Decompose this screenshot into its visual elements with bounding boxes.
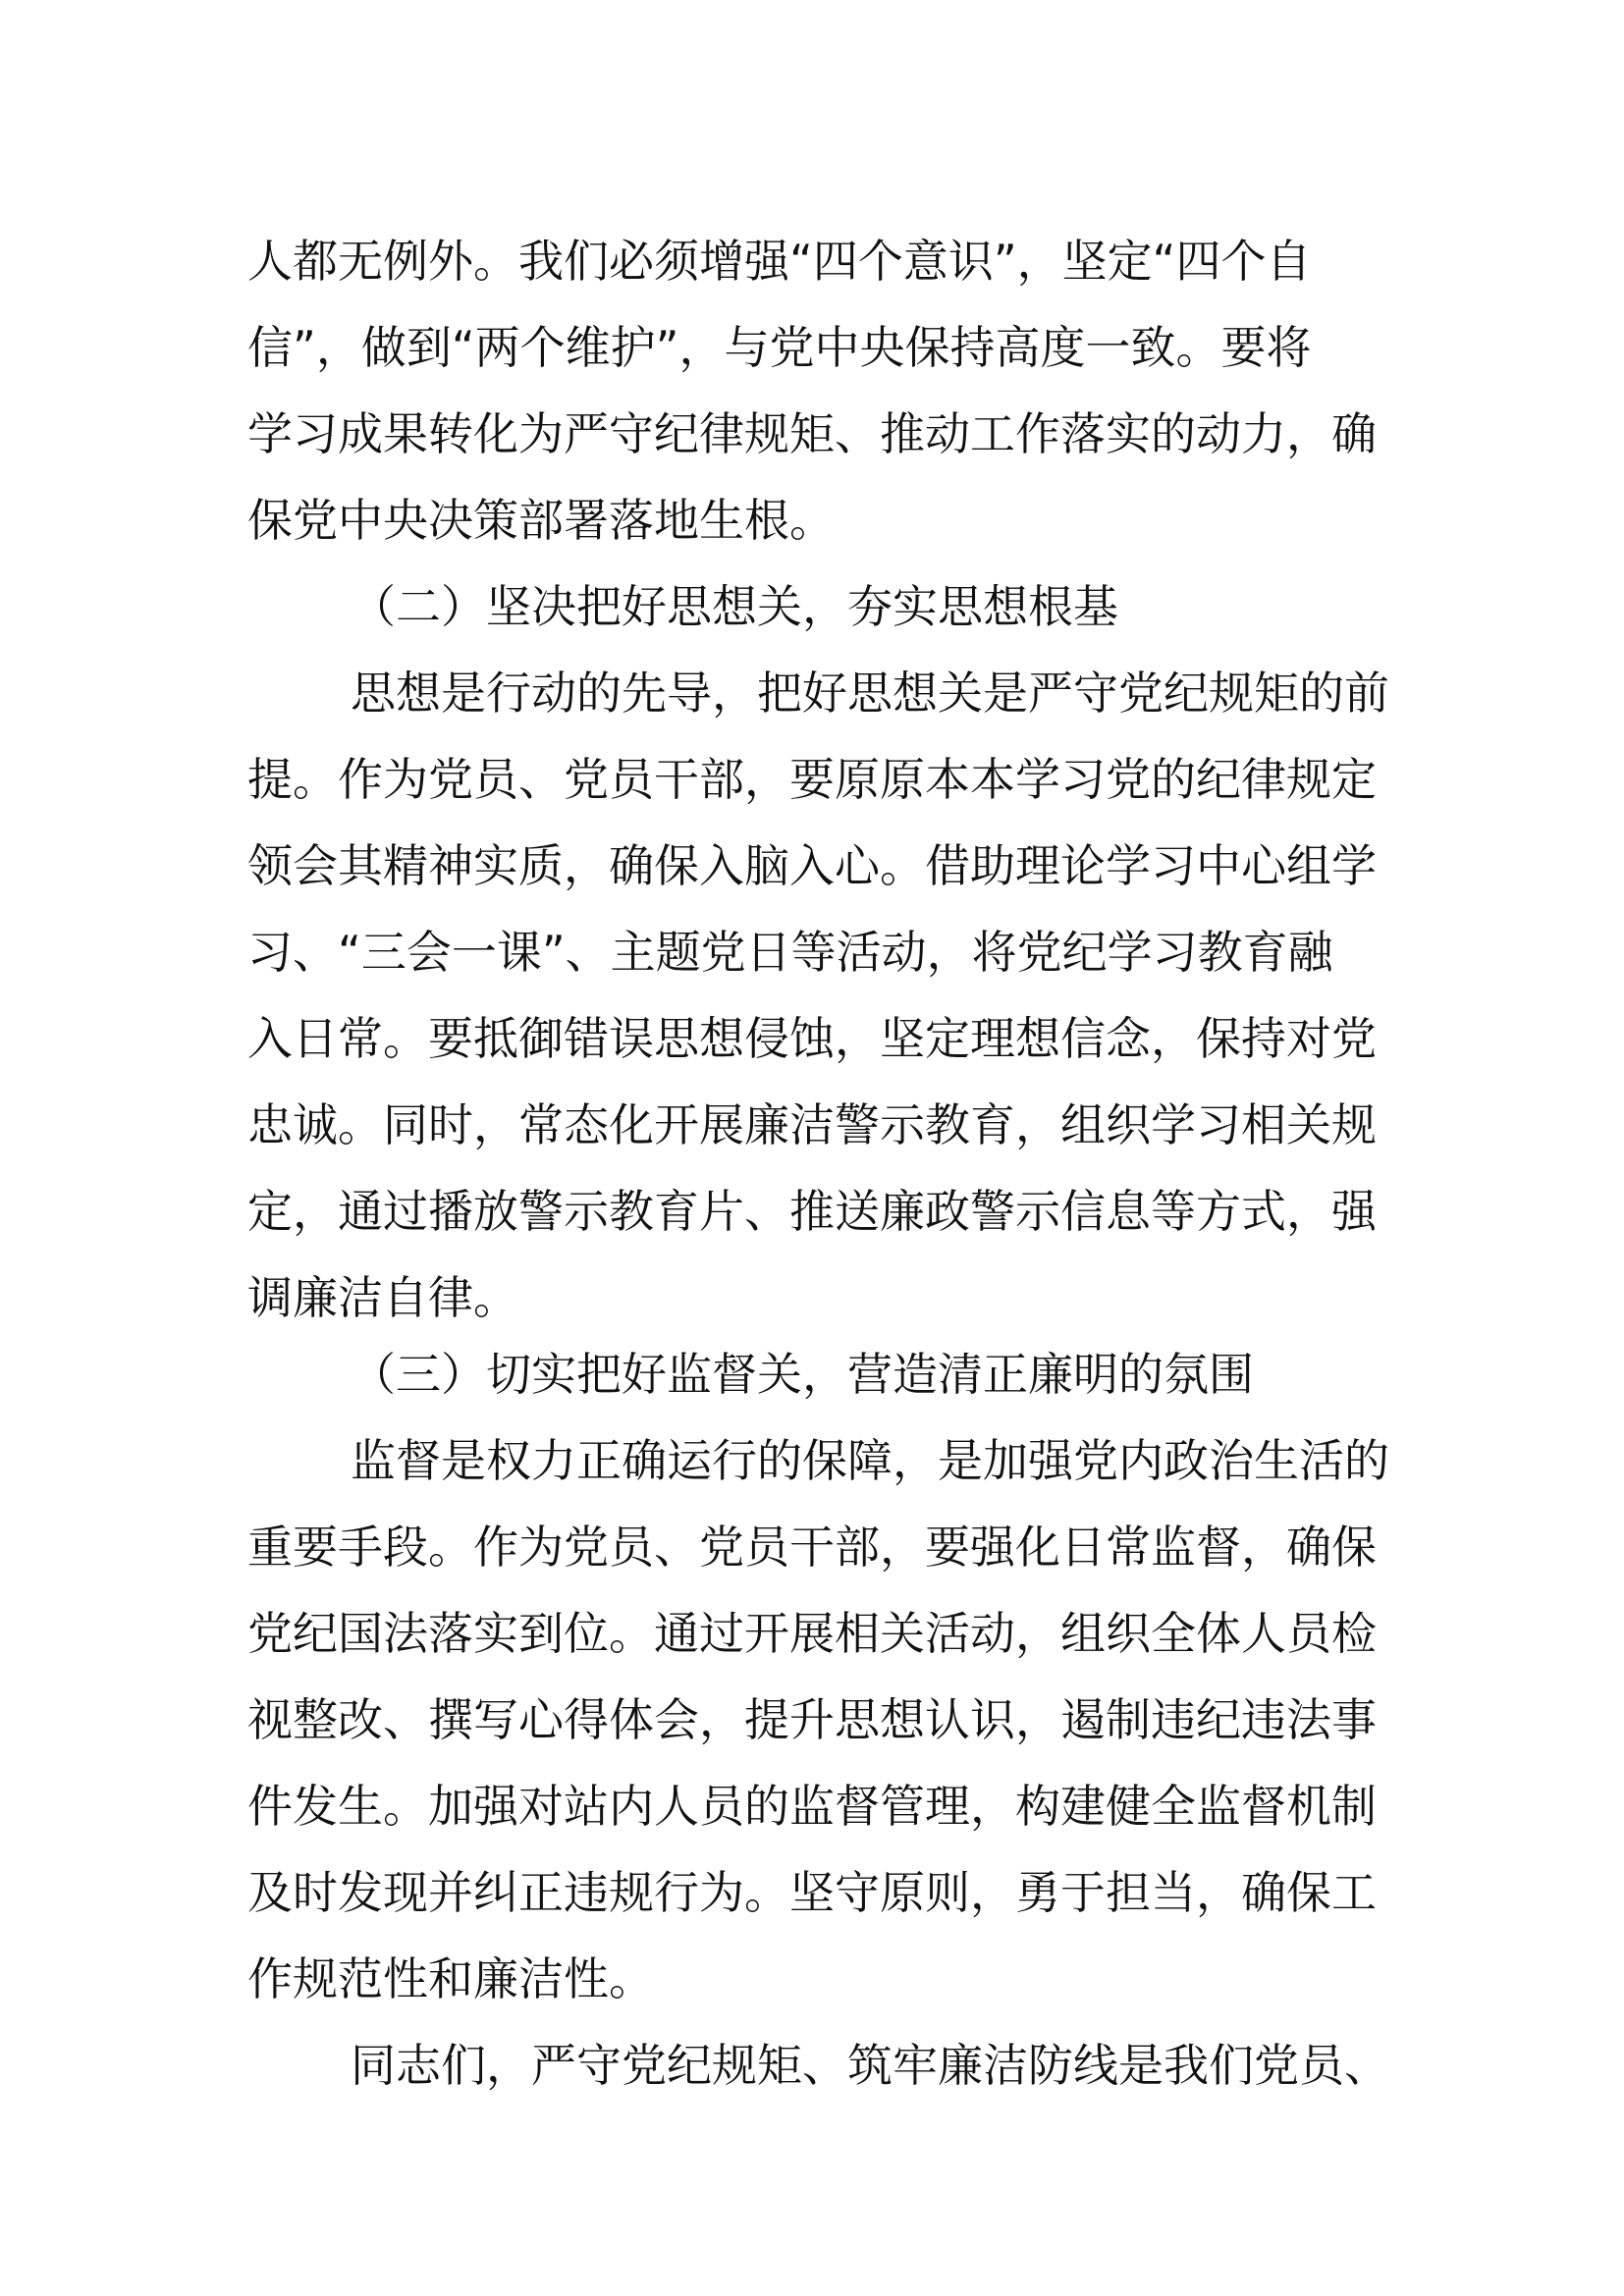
- section-three-line-2: 重要手段。作为党员、党员干部，要强化日常监督，确保: [247, 1521, 1377, 1574]
- intro-line-2: 信”，做到“两个维护”，与党中央保持高度一致。要将: [247, 321, 1312, 374]
- section-two-line-5: 入日常。要抵御错误思想侵蚀，坚定理想信念，保持对党: [247, 1012, 1377, 1065]
- closing-line-1: 同志们，严守党纪规矩、筑牢廉洁防线是我们党员、: [351, 2039, 1389, 2092]
- section-two-heading: （二）坚决把好思想关，夯实思想根基: [351, 580, 1118, 633]
- section-three-line-3: 党纪国法落实到位。通过开展相关活动，组织全体人员检: [247, 1607, 1377, 1660]
- intro-line-4: 保党中央决策部署落地生根。: [247, 494, 835, 547]
- section-three-line-6: 及时发现并纠正违规行为。坚守原则，勇于担当，确保工: [247, 1866, 1377, 1919]
- section-two-line-6: 忠诚。同时，常态化开展廉洁警示教育，组织学习相关规: [247, 1098, 1377, 1151]
- section-three-line-4: 视整改、撰写心得体会，提升思想认识，遏制违纪违法事: [247, 1693, 1377, 1746]
- section-three-line-7: 作规范性和廉洁性。: [247, 1952, 654, 2005]
- section-three-line-5: 件发生。加强对站内人员的监督管理，构建健全监督机制: [247, 1780, 1377, 1833]
- section-three-line-1: 监督是权力正确运行的保障，是加强党内政治生活的: [351, 1434, 1389, 1487]
- section-two-line-3: 领会其精神实质，确保入脑入心。借助理论学习中心组学: [247, 839, 1377, 892]
- section-two-line-1: 思想是行动的先导，把好思想关是严守党纪规矩的前: [351, 667, 1389, 720]
- section-two-line-4: 习、“三会一课”、主题党日等活动，将党纪学习教育融: [247, 926, 1333, 979]
- intro-line-1: 人都无例外。我们必须增强“四个意识”，坚定“四个自: [247, 235, 1312, 288]
- section-three-heading: （三）切实把好监督关，营造清正廉明的氛围: [351, 1348, 1254, 1401]
- section-two-line-2: 提。作为党员、党员干部，要原原本本学习党的纪律规定: [247, 753, 1377, 806]
- intro-line-3: 学习成果转化为严守纪律规矩、推动工作落实的动力，确: [247, 407, 1377, 460]
- section-two-line-8: 调廉洁自律。: [247, 1271, 518, 1324]
- section-two-line-7: 定，通过播放警示教育片、推送廉政警示信息等方式，强: [247, 1185, 1377, 1238]
